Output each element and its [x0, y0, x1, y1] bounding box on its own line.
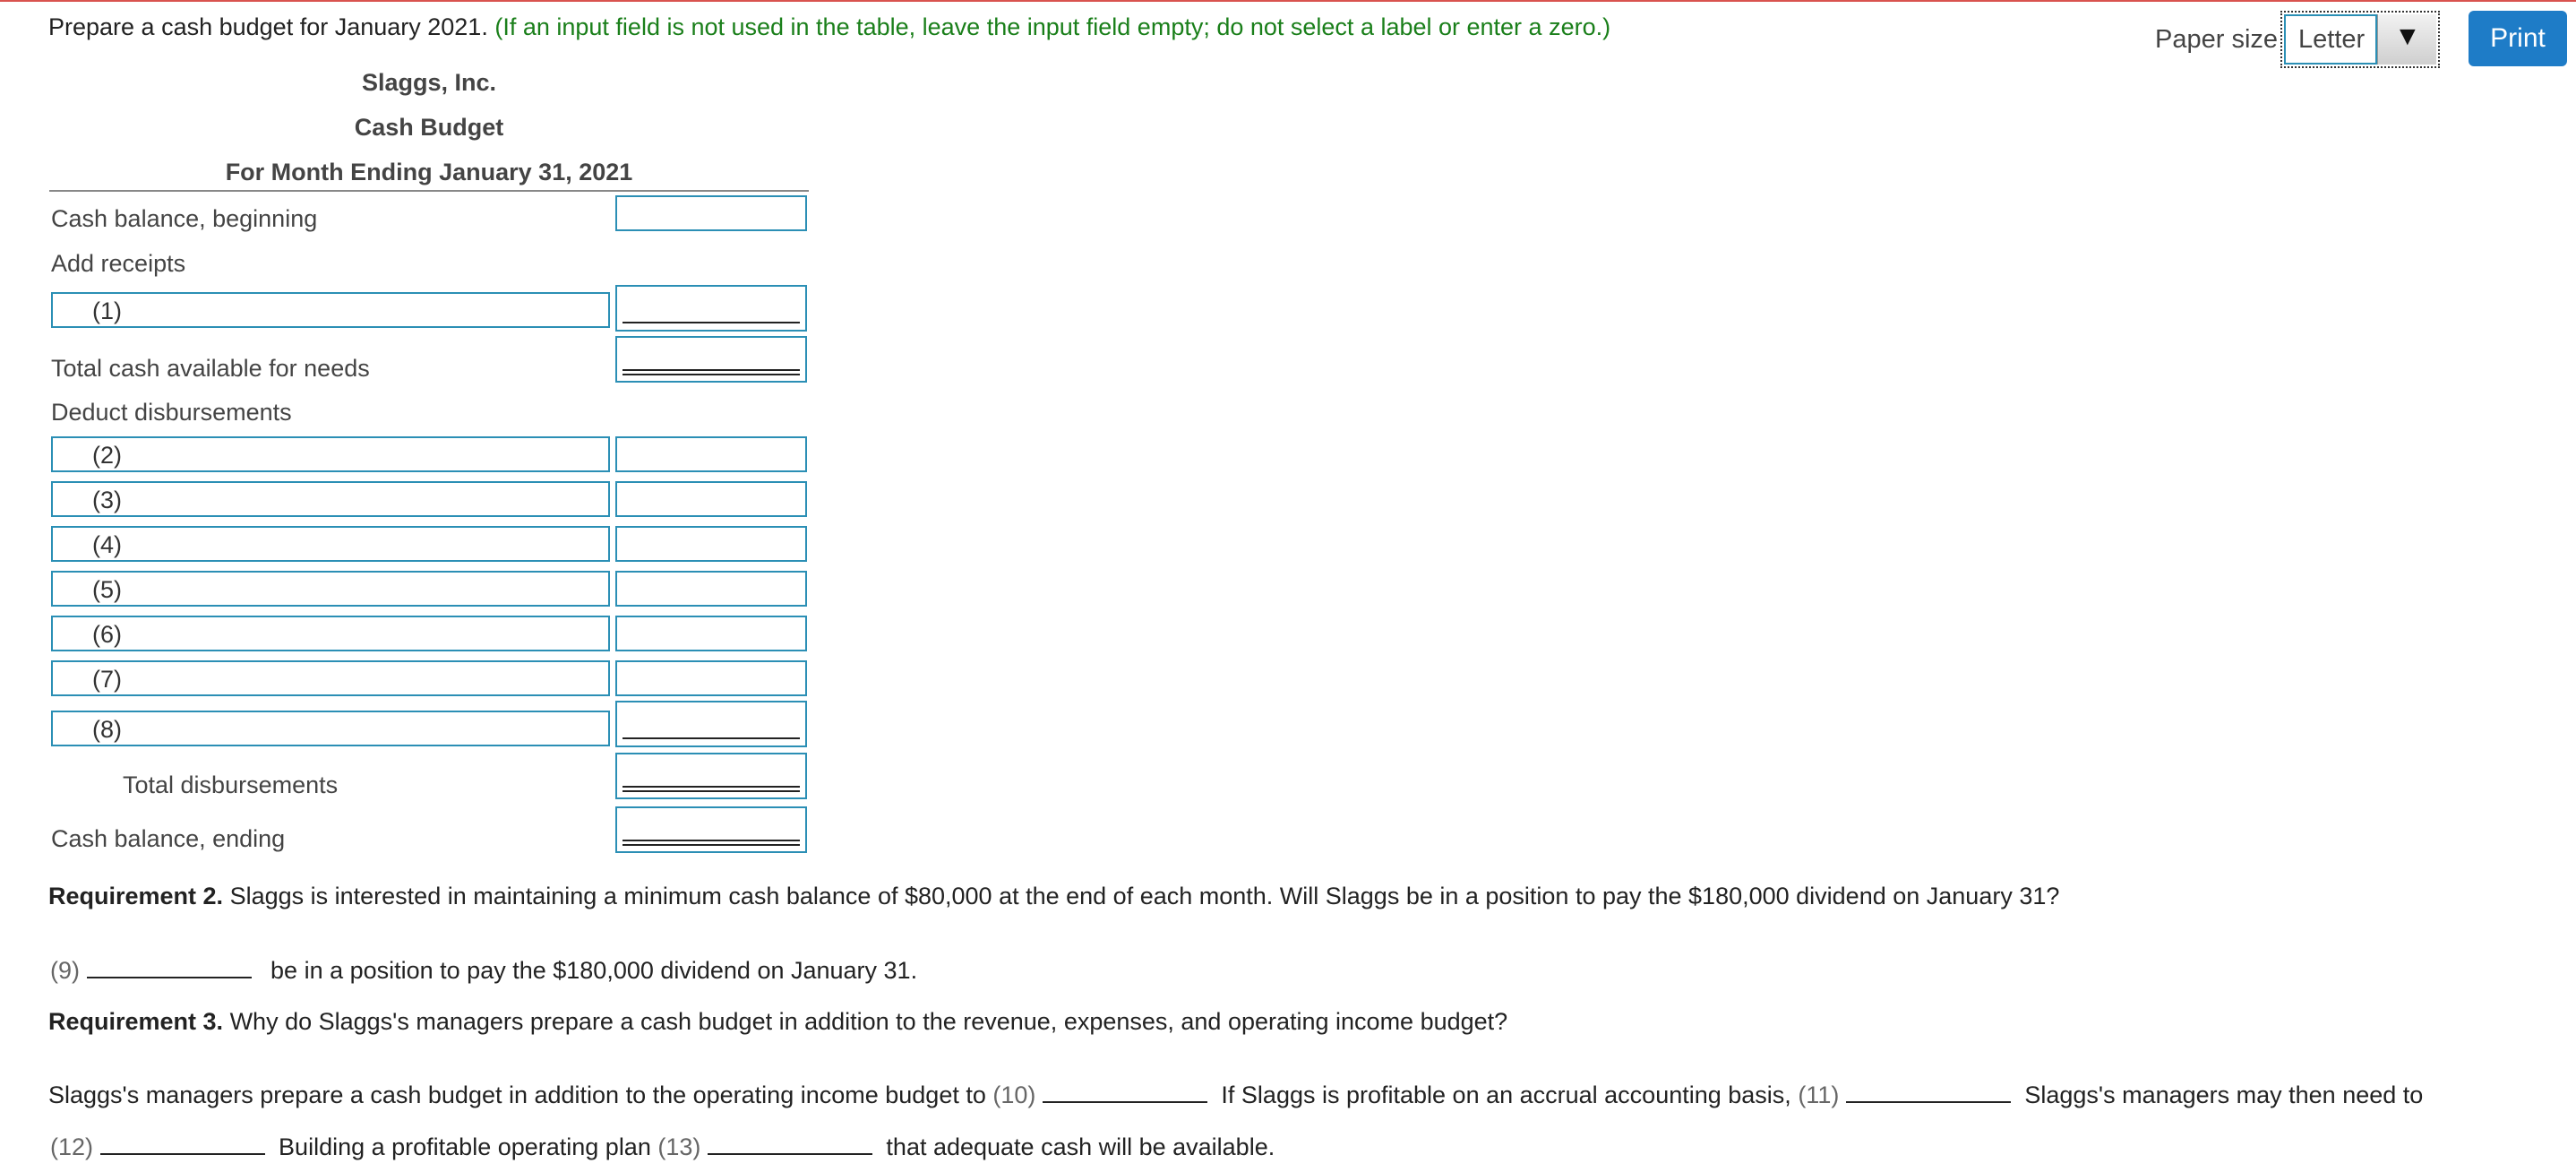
requirement-3-question: Why do Slaggs's managers prepare a cash budget in addition to the revenue, expenses, and operating income budget? — [229, 1008, 1508, 1035]
answer-number-13: (13) — [657, 1133, 701, 1160]
req3-text-a: Slaggs's managers prepare a cash budget in addition to the operating income budget to — [48, 1082, 986, 1108]
disbursement-amount-input-3[interactable] — [615, 481, 807, 517]
disbursement-label-select-6[interactable] — [51, 616, 610, 651]
disbursement-item-number: (4) — [92, 531, 122, 558]
answer-text-9: be in a position to pay the $180,000 dividend on January 31. — [270, 957, 918, 984]
total-available-amount-input[interactable] — [615, 336, 807, 383]
requirement-2-question: Slaggs is interested in maintaining a minimum cash balance of $80,000 at the end of each month. Will Slaggs be in a position to pay the $180,000 dividend on January 31? — [229, 883, 2060, 909]
answer-select-10[interactable] — [1043, 1082, 1207, 1103]
total-disbursements-label: Total disbursements — [123, 771, 339, 798]
disbursement-item-number: (5) — [92, 576, 122, 603]
paper-size-dropdown-button[interactable] — [2377, 14, 2436, 65]
requirement-3-line-2 — [50, 1133, 1275, 1161]
disbursement-item-number: (8) — [92, 716, 122, 743]
disbursement-amount-input-2[interactable] — [615, 436, 807, 472]
requirement-3 — [48, 1007, 1507, 1036]
receipt-amount-input-1[interactable] — [615, 285, 807, 332]
answer-number-10: (10) — [992, 1082, 1036, 1108]
disbursement-item-number: (2) — [92, 442, 122, 469]
disbursement-label-select-7[interactable] — [51, 660, 610, 696]
req3-text-e: that adequate cash will be available. — [886, 1133, 1275, 1160]
receipt-item-number: (1) — [92, 297, 122, 324]
requirement-2 — [48, 882, 2059, 910]
total-available-label: Total cash available for needs — [51, 355, 370, 382]
answer-number-9: (9) — [50, 957, 80, 984]
top-accent-line — [0, 0, 2576, 2]
answer-number-12: (12) — [50, 1133, 94, 1160]
disbursement-item-number: (3) — [92, 487, 122, 513]
req3-text-c: Slaggs's managers may then need to — [2024, 1082, 2424, 1108]
add-receipts-label: Add receipts — [51, 250, 186, 277]
chevron-down-icon: ▼ — [2394, 22, 2421, 51]
instruction-note: (If an input field is not used in the table, leave the input field empty; do not select a label or enter a zero.) — [494, 13, 1611, 40]
company-name: Slaggs, Inc. — [361, 69, 497, 96]
disbursement-amount-input-8[interactable] — [615, 701, 807, 747]
cash-beginning-amount-input[interactable] — [615, 195, 807, 231]
instruction-main: Prepare a cash budget for January 2021. — [48, 13, 488, 40]
disbursement-label-select-5[interactable] — [51, 571, 610, 607]
deduct-disbursements-label: Deduct disbursements — [51, 399, 292, 426]
instruction — [48, 13, 1610, 41]
paper-size-select[interactable] — [2280, 11, 2440, 68]
answer-select-12[interactable] — [100, 1133, 265, 1155]
disbursement-label-select-3[interactable] — [51, 481, 610, 517]
disbursement-amount-input-5[interactable] — [615, 571, 807, 607]
cash-ending-label: Cash balance, ending — [51, 825, 286, 852]
disbursement-item-number: (7) — [92, 666, 122, 693]
budget-title: Cash Budget — [354, 114, 504, 141]
req3-text-b: If Slaggs is profitable on an accrual accounting basis, — [1221, 1082, 1791, 1108]
budget-period: For Month Ending January 31, 2021 — [225, 159, 633, 185]
receipt-label-select-1[interactable] — [51, 292, 610, 328]
paper-size-label: Paper size — [2155, 25, 2279, 54]
total-disbursements-amount-input[interactable] — [615, 753, 807, 799]
disbursement-item-number: (6) — [92, 621, 122, 648]
cash-ending-amount-input[interactable] — [615, 806, 807, 853]
print-button[interactable]: Print — [2469, 11, 2567, 66]
disbursement-amount-input-7[interactable] — [615, 660, 807, 696]
disbursement-amount-input-4[interactable] — [615, 526, 807, 562]
requirement-2-label: Requirement 2. — [48, 883, 224, 909]
answer-number-11: (11) — [1798, 1082, 1840, 1108]
disbursement-amount-input-6[interactable] — [615, 616, 807, 651]
req3-text-d: Building a profitable operating plan — [279, 1133, 651, 1160]
paper-size-value-box[interactable] — [2284, 14, 2377, 65]
answer-select-13[interactable] — [708, 1133, 872, 1155]
paper-size-value: Letter — [2298, 25, 2366, 54]
cash-beginning-label: Cash balance, beginning — [51, 205, 318, 232]
disbursement-label-select-4[interactable] — [51, 526, 610, 562]
requirement-3-label: Requirement 3. — [48, 1008, 224, 1035]
disbursement-label-select-8[interactable] — [51, 711, 610, 746]
disbursement-label-select-2[interactable] — [51, 436, 610, 472]
header-rule — [49, 190, 809, 192]
requirement-3-line-1 — [48, 1081, 2423, 1109]
requirement-2-answer — [50, 956, 917, 985]
answer-select-11[interactable] — [1846, 1082, 2011, 1103]
answer-select-9[interactable] — [87, 957, 252, 978]
